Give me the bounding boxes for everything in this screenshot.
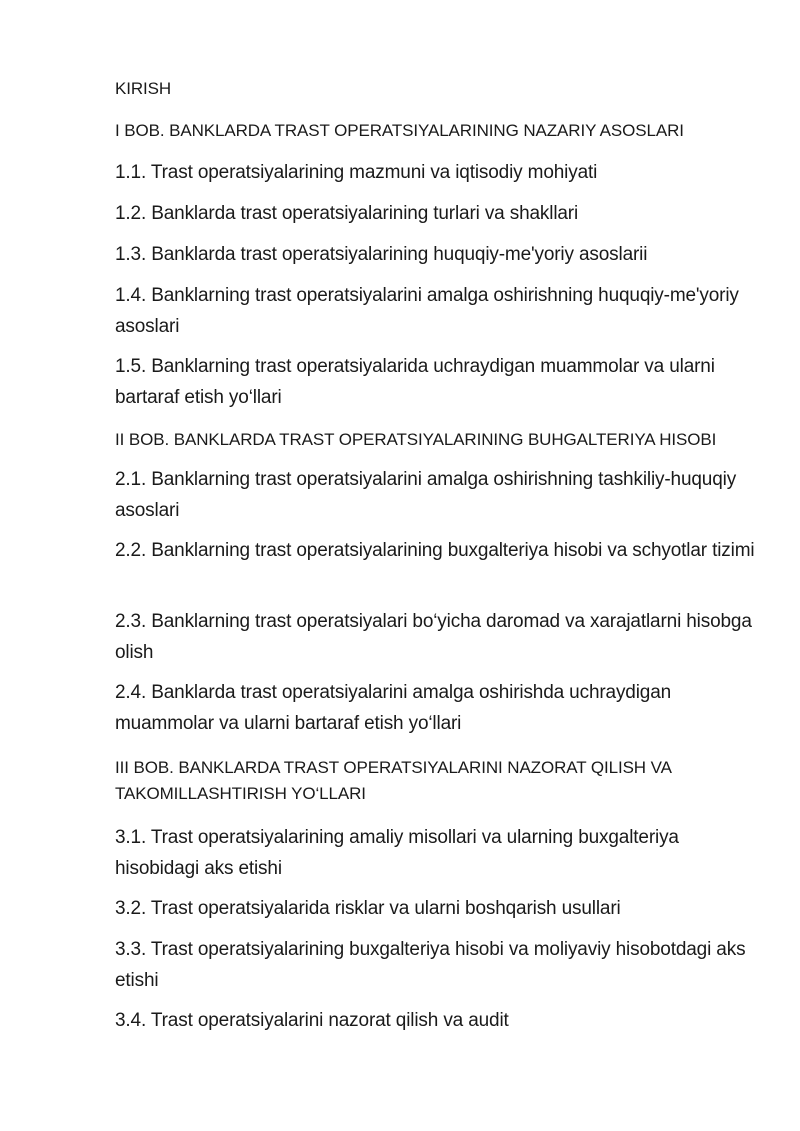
toc-section-1-5: 1.5. Banklarning trast operatsiyalarida uchraydigan muammolar va ularni bartaraf etish yo‘llari (115, 356, 715, 408)
toc-chapter-2-title: II BOB. BANKLARDA TRAST OPERATSIYALARINING BUHGALTERIYA HISOBI (115, 430, 717, 449)
toc-section-1-4: 1.4. Banklarning trast operatsiyalarini amalga oshirishning huquqiy-me'yoriy asoslari (115, 285, 739, 337)
toc-section-3-1: 3.1. Trast operatsiyalarining amaliy misollari va ularning buxgalteriya hisobidagi aks etishi (115, 827, 679, 879)
toc-chapter-3-title: III BOB. BANKLARDA TRAST OPERATSIYALARINI NAZORAT QILISH VA TAKOMILLASHTIRISH YO‘LLARI (115, 758, 671, 803)
toc-chapter-1-title: I BOB. BANKLARDA TRAST OPERATSIYALARINING NAZARIY ASOSLARI (115, 121, 684, 140)
toc-section-3-4: 3.4. Trast operatsiyalarini nazorat qilish va audit (115, 1010, 509, 1031)
toc-section-2-3: 2.3. Banklarning trast operatsiyalari bo‘yicha daromad va xarajatlarni hisobga olish (115, 611, 752, 663)
toc-section-1-3: 1.3. Banklarda trast operatsiyalarining huquqiy-me'yoriy asoslarii (115, 244, 648, 265)
toc-section-1-2: 1.2. Banklarda trast operatsiyalarining turlari va shakllari (115, 203, 579, 224)
toc-section-1-1: 1.1. Trast operatsiyalarining mazmuni va iqtisodiy mohiyati (115, 162, 598, 183)
toc-section-2-4: 2.4. Banklarda trast operatsiyalarini amalga oshirishda uchraydigan muammolar va ularni bartaraf etish yo‘llari (115, 682, 672, 734)
toc-intro: KIRISH (115, 79, 172, 98)
toc-section-2-1: 2.1. Banklarning trast operatsiyalarini amalga oshirishning tashkiliy-huquqiy asoslari (115, 469, 737, 521)
toc-section-2-2: 2.2. Banklarning trast operatsiyalarining buxgalteriya hisobi va schyotlar tizimi (115, 540, 755, 561)
toc-section-3-2: 3.2. Trast operatsiyalarida risklar va ularni boshqarish usullari (115, 898, 621, 919)
toc-section-3-3: 3.3. Trast operatsiyalarining buxgalteriya hisobi va moliyaviy hisobotdagi aks etishi (115, 939, 746, 991)
